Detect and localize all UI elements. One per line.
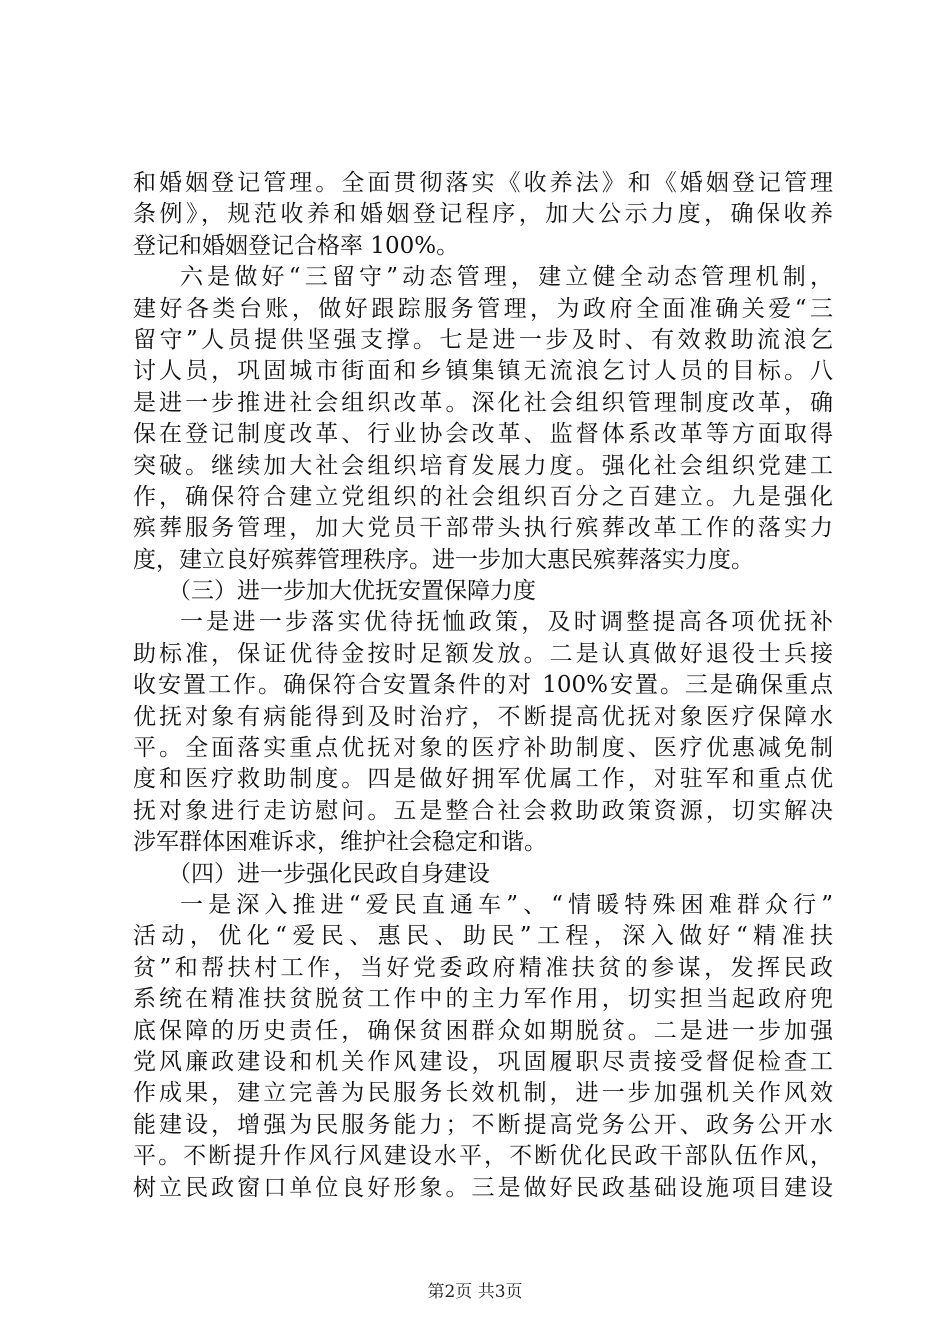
text-line: 一是深入推进“爱民直通车”、“情暖特殊困难群众行” bbox=[180, 891, 833, 918]
text-line: 建好各类台账，做好跟踪服务管理，为政府全面准确关爱“三 bbox=[133, 295, 833, 322]
text-line: 留守”人员提供坚强支撑。七是进一步及时、有效救助流浪乞 bbox=[133, 326, 833, 353]
paragraph-section-three bbox=[133, 607, 833, 858]
text-line: 收安置工作。确保符合安置条件的对 100%安置。三是确保重点 bbox=[133, 672, 833, 699]
text-line: 系统在精准扶贫脱贫工作中的主力军作用，切实担当起政府兜 bbox=[133, 986, 833, 1013]
text-line: 涉军群体困难诉求，维护社会稳定和谐。 bbox=[133, 829, 547, 856]
paragraph-continuation bbox=[133, 168, 833, 262]
page-number-footer: 第2页 共3页 bbox=[427, 1282, 523, 1302]
text-line: 抚对象进行走访慰问。五是整合社会救助政策资源，切实解决 bbox=[133, 797, 833, 824]
text-line: 助标准，保证优待金按时足额发放。二是认真做好退役士兵接 bbox=[133, 640, 833, 667]
text-line: 作，确保符合建立党组织的社会组织百分之百建立。九是强化 bbox=[133, 483, 833, 510]
text-line: 平。全面落实重点优抚对象的医疗补助制度、医疗优惠减免制 bbox=[133, 735, 833, 762]
text-line: 贫”和帮扶村工作，当好党委政府精准扶贫的参谋，发挥民政 bbox=[133, 954, 833, 981]
text-line: 六是做好“三留守”动态管理，建立健全动态管理机制， bbox=[180, 264, 833, 291]
text-line: 度和医疗救助制度。四是做好拥军优属工作，对驻军和重点优 bbox=[133, 766, 833, 793]
text-line: 树立民政窗口单位良好形象。三是做好民政基础设施项目建设 bbox=[133, 1174, 833, 1201]
section-heading-three: （三）进一步加大优抚安置保障力度 bbox=[168, 578, 536, 605]
paragraph-section-four bbox=[133, 890, 833, 1204]
paragraph-six-to-nine bbox=[133, 262, 833, 576]
text-line: 优抚对象有病能得到及时治疗，不断提高优抚对象医疗保障水 bbox=[133, 703, 833, 730]
document-body bbox=[133, 168, 833, 1204]
text-line: 讨人员，巩固城市街面和乡镇集镇无流浪乞讨人员的目标。八 bbox=[133, 358, 833, 385]
text-line: 平。不断提升作风行风建设水平，不断优化民政干部队伍作风， bbox=[133, 1143, 833, 1170]
text-line: 度，建立良好殡葬管理秩序。进一步加大惠民殡葬落实力度。 bbox=[133, 546, 754, 573]
text-line: 是进一步推进社会组织改革。深化社会组织管理制度改革，确 bbox=[133, 389, 833, 416]
text-line: 殡葬服务管理，加大党员干部带头执行殡葬改革工作的落实力 bbox=[133, 515, 833, 542]
section-heading-four: （四）进一步强化民政自身建设 bbox=[168, 860, 490, 887]
text-line: 作成果，建立完善为民服务长效机制，进一步加强机关作风效 bbox=[133, 1080, 833, 1107]
text-line: 条例》，规范收养和婚姻登记程序，加大公示力度，确保收养 bbox=[133, 201, 833, 228]
text-line: 和婚姻登记管理。全面贯彻落实《收养法》和《婚姻登记管理 bbox=[133, 170, 833, 196]
text-line: 保在登记制度改革、行业协会改革、监督体系改革等方面取得 bbox=[133, 421, 833, 448]
text-line: 突破。继续加大社会组织培育发展力度。强化社会组织党建工 bbox=[133, 452, 833, 479]
text-line: 一是进一步落实优待抚恤政策，及时调整提高各项优抚补 bbox=[180, 609, 833, 636]
text-line: 能建设，增强为民服务能力；不断提高党务公开、政务公开水 bbox=[133, 1111, 833, 1138]
text-line: 登记和婚姻登记合格率 100%。 bbox=[133, 232, 460, 259]
text-line: 底保障的历史责任，确保贫困群众如期脱贫。二是进一步加强 bbox=[133, 1017, 833, 1044]
text-line: 活动，优化“爱民、惠民、助民”工程，深入做好“精准扶 bbox=[133, 923, 833, 950]
text-line: 党风廉政建设和机关作风建设，巩固履职尽责接受督促检查工 bbox=[133, 1048, 833, 1075]
